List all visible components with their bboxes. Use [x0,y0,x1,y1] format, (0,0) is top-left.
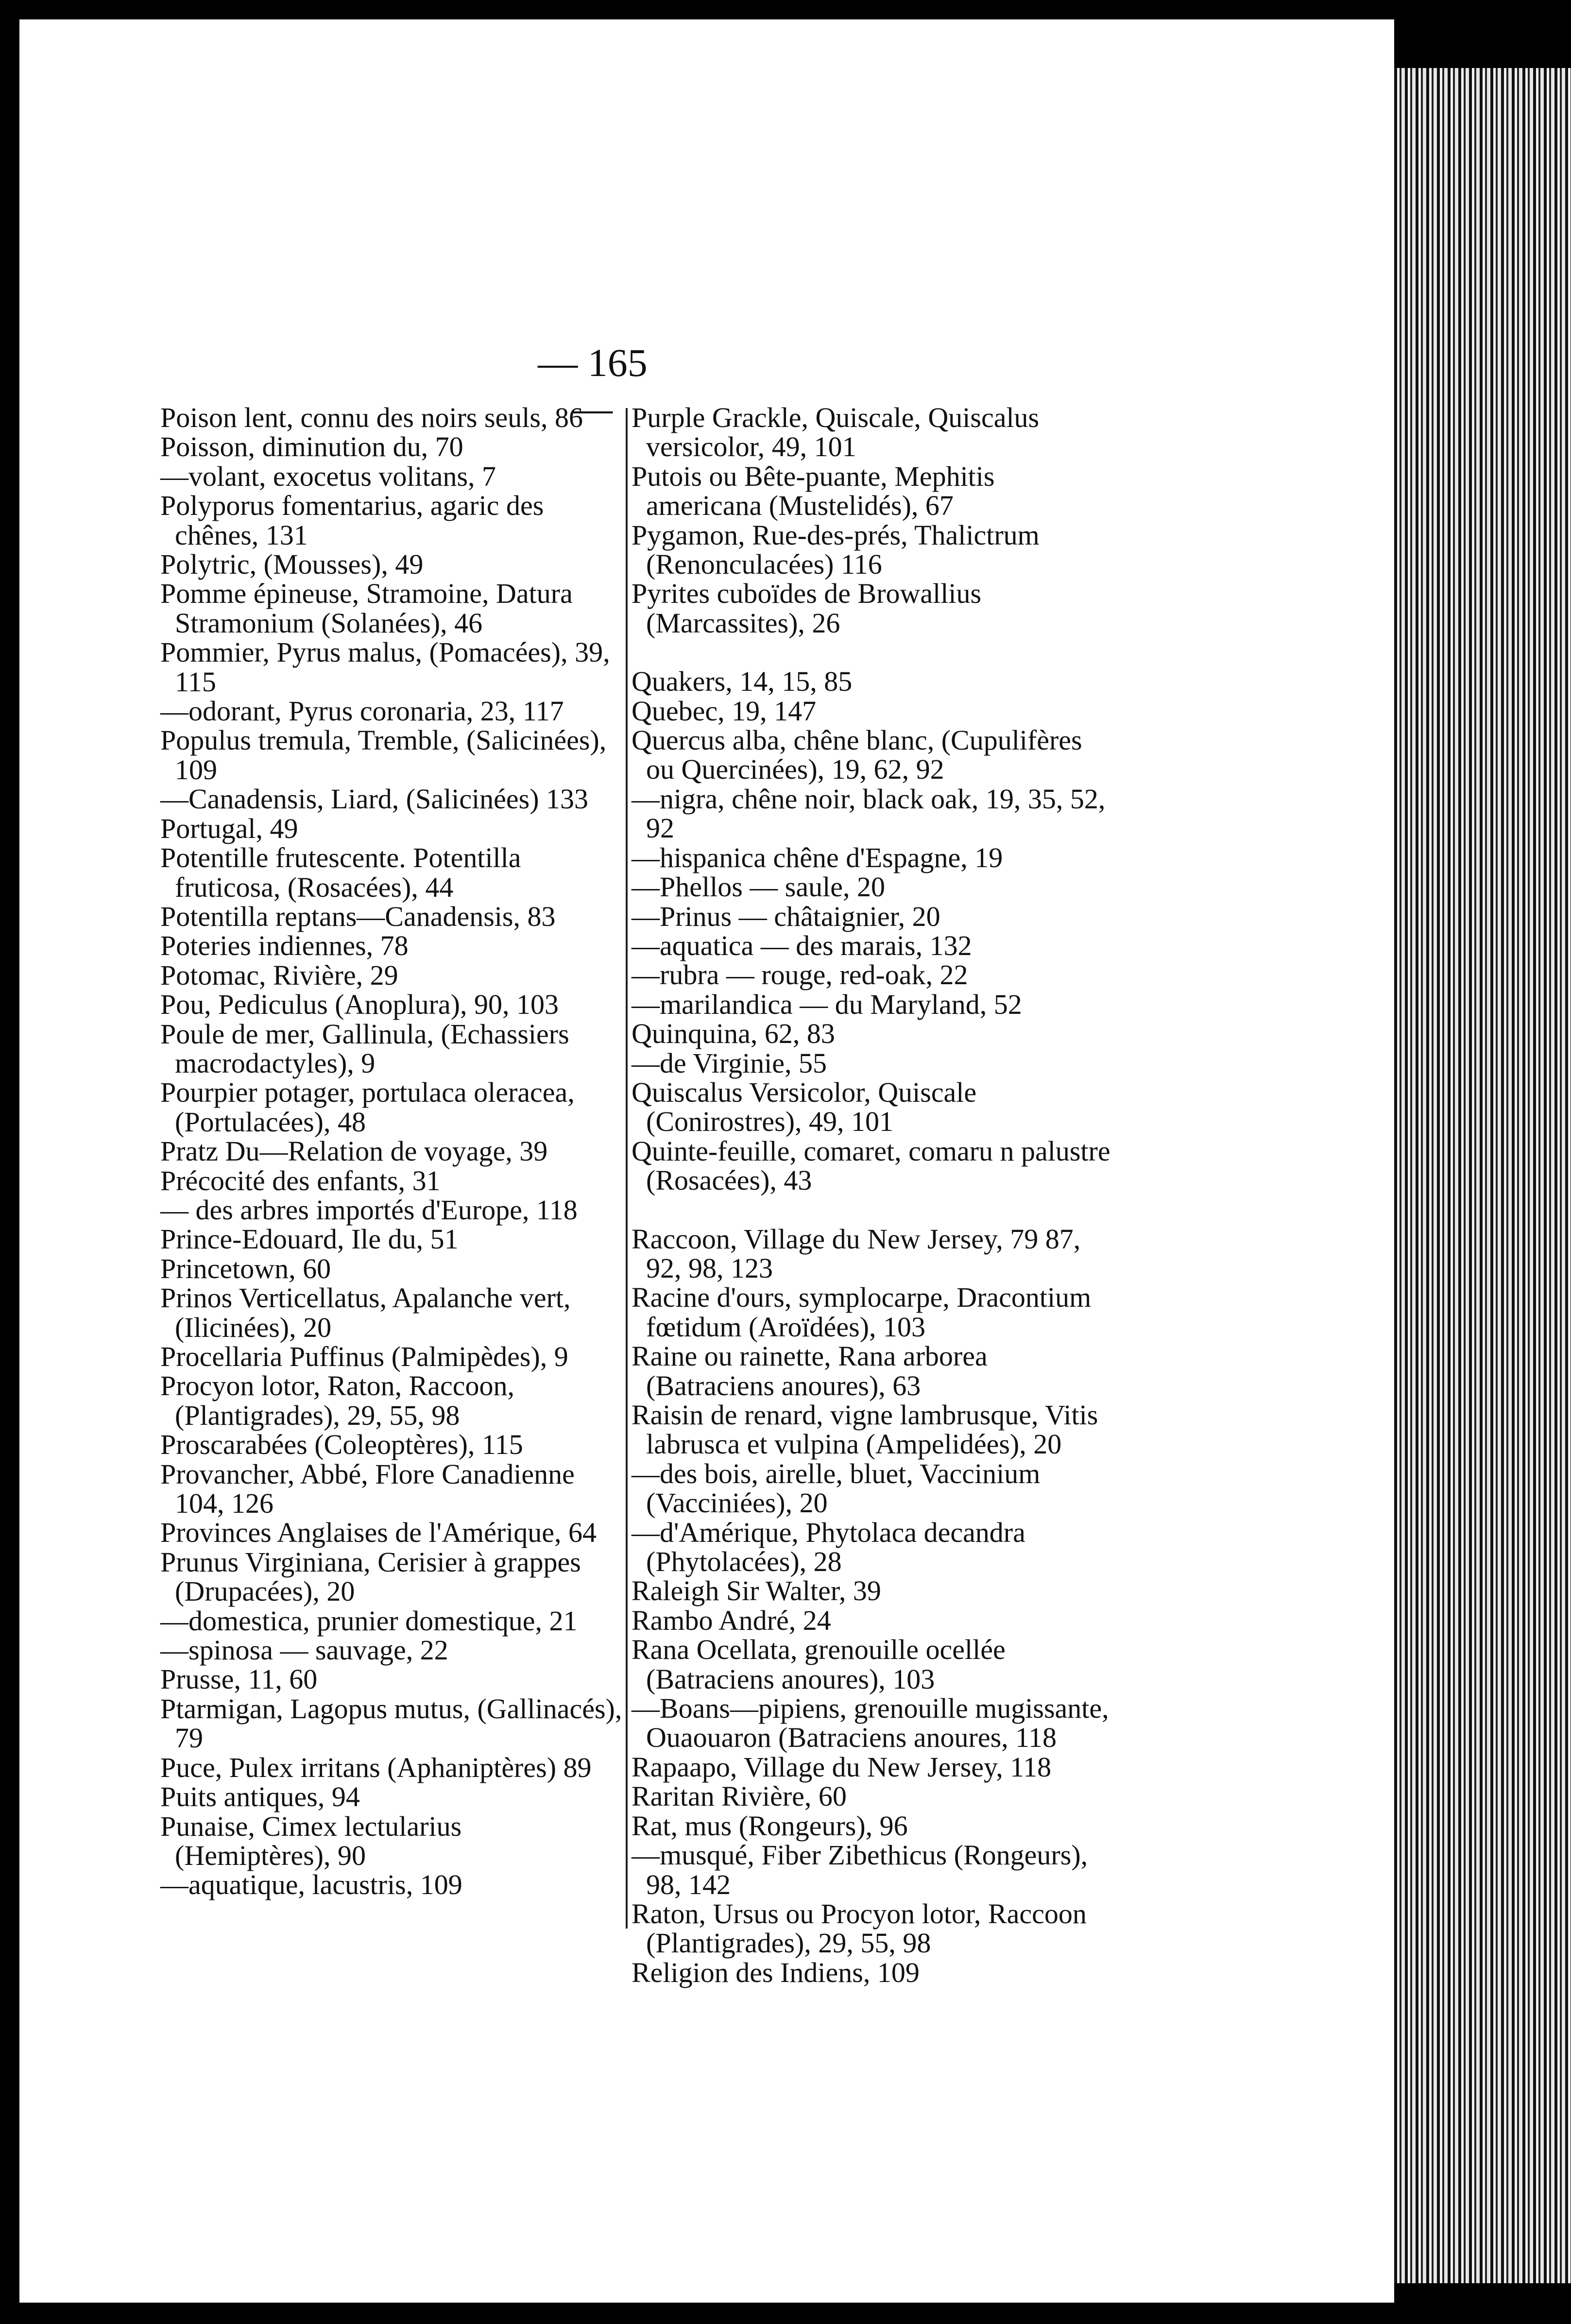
index-entry: Procyon lotor, Raton, Raccoon, (Plantigrades), 29, 55, 98 [160,1370,514,1431]
index-entry: —odorant, Pyrus coronaria, 23, 117 [160,695,564,727]
index-entry: —Phellos — saule, 20 [632,871,885,903]
index-entry: Pratz Du—Relation de voyage, 39 [160,1135,548,1167]
index-entry: Rambo André, 24 [632,1604,831,1636]
index-entry: Prince-Edouard, Ile du, 51 [160,1223,459,1255]
index-entry: Princetown, 60 [160,1252,331,1284]
index-entry: —domestica, prunier domestique, 21 [160,1605,578,1637]
page-number: — 165 — [538,341,648,430]
index-entry: Quakers, 14, 15, 85 [632,666,853,698]
index-entry: Prinos Verticellatus, Apalanche vert, (Ilicinées), 20 [160,1282,571,1343]
index-entry: Quiscalus Versicolor, Quiscale (Conirostres), 49, 101 [632,1076,977,1138]
index-entry: —d'Amérique, Phytolaca decandra (Phytolacées), 28 [632,1516,1025,1578]
index-entry: Potomac, Rivière, 29 [160,959,398,991]
index-entry: Raccoon, Village du New Jersey, 79 87, 92, 98, 123 [632,1223,1081,1284]
index-entry: Quinte-feuille, comaret, comaru n palustre (Rosacées), 43 [632,1135,1110,1196]
page-edge [1394,68,1571,2283]
index-entry: Raton, Ursus ou Procyon lotor, Raccoon (Plantigrades), 29, 55, 98 [632,1897,1087,1959]
index-entry: Quinquina, 62, 83 [632,1018,835,1050]
index-entry: Pomme épineuse, Stramoine, Datura Stramonium (Solanées), 46 [160,578,573,639]
index-entry: Raleigh Sir Walter, 39 [632,1575,881,1607]
index-entry: Racine d'ours, symplocarpe, Dracontium fœtidum (Aroïdées), 103 [632,1282,1092,1343]
index-entry: Provancher, Abbé, Flore Canadienne 104, 126 [160,1458,575,1520]
index-entry: Poule de mer, Gallinula, (Echassiers macrodactyles), 9 [160,1018,569,1079]
index-entry: —aquatique, lacustris, 109 [160,1869,462,1901]
index-entry: —spinosa — sauvage, 22 [160,1634,448,1666]
index-entry: —des bois, airelle, bluet, Vaccinium (Vacciniées), 20 [632,1457,1041,1519]
index-entry: Rapaapo, Village du New Jersey, 118 [632,1751,1052,1783]
index-entry: —nigra, chêne noir, black oak, 19, 35, 52, 92 [632,783,1106,844]
index-entry: Populus tremula, Tremble, (Salicinées), 109 [160,724,607,786]
index-entry: —de Virginie, 55 [632,1047,827,1079]
index-entry: Quercus alba, chêne blanc, (Cupulifères ou Quercinées), 19, 62, 92 [632,724,1082,786]
index-entry: Purple Grackle, Quiscale, Quiscalus versicolor, 49, 101 [632,402,1040,463]
index-entry: Prusse, 11, 60 [160,1663,318,1695]
index-entry: Provinces Anglaises de l'Amérique, 64 [160,1517,597,1549]
index-entry: Pygamon, Rue-des-prés, Thalictrum (Renonculacées) 116 [632,519,1040,581]
index-entry: —Prinus — châtaignier, 20 [632,900,940,932]
index-entry: Pourpier potager, portulaca oleracea, (Portulacées), 48 [160,1077,575,1138]
index-column-left [160,403,624,1900]
index-entry: Polyporus fomentarius, agaric des chênes, 131 [160,490,544,551]
index-entry: Pyrites cuboïdes de Browallius (Marcassites), 26 [632,578,982,639]
index-entry: Poisson, diminution du, 70 [160,431,463,463]
index-entry: Rana Ocellata, grenouille ocellée (Batraciens anoures), 103 [632,1634,1006,1695]
index-entry: Putois ou Bête-puante, Mephitis americana (Mustelidés), 67 [632,460,995,522]
index-entry: Prunus Virginiana, Cerisier à grappes (Drupacées), 20 [160,1546,581,1607]
index-entry: Quebec, 19, 147 [632,695,817,727]
index-entry: Puits antiques, 94 [160,1781,360,1813]
index-entry: —Boans—pipiens, grenouille mugissante, Ouaouaron (Batraciens anoures, 118 [632,1692,1109,1754]
index-entry: —aquatica — des marais, 132 [632,929,972,961]
index-entry: Punaise, Cimex lectularius (Hemiptères), 90 [160,1810,462,1871]
index-entry: Pommier, Pyrus malus, (Pomacées), 39, 115 [160,636,610,698]
index-entry: Poteries indiennes, 78 [160,930,409,962]
index-entry: —rubra — rouge, red-oak, 22 [632,959,968,991]
index-entry: —musqué, Fiber Zibethicus (Rongeurs), 98, 142 [632,1839,1088,1900]
index-entry: Portugal, 49 [160,812,298,844]
index-entry: Puce, Pulex irritans (Aphaniptères) 89 [160,1751,592,1783]
index-entry: Polytric, (Mousses), 49 [160,548,424,581]
index-entry: Potentille frutescente. Potentilla fruticosa, (Rosacées), 44 [160,842,521,903]
index-entry: Précocité des enfants, 31 [160,1164,441,1196]
index-entry: Rat, mus (Rongeurs), 96 [632,1810,908,1842]
index-entry: Raisin de renard, vigne lambrusque, Vitis labrusca et vulpina (Ampelidées), 20 [632,1399,1098,1460]
index-column-right [632,403,1112,1987]
column-divider [626,408,628,1929]
index-entry: —marilandica — du Maryland, 52 [632,988,1022,1020]
index-entry: —Canadensis, Liard, (Salicinées) 133 [160,783,589,815]
index-entry: —hispanica chêne d'Espagne, 19 [632,841,1003,873]
index-entry: Proscarabées (Coleoptères), 115 [160,1429,523,1461]
index-entry: Raine ou rainette, Rana arborea (Batraciens anoures), 63 [632,1340,988,1401]
index-entry: Poison lent, connu des noirs seuls, 86 [160,402,583,433]
index-entry: Religion des Indiens, 109 [632,1956,920,1988]
index-entry: — des arbres importés d'Europe, 118 [160,1194,578,1226]
index-entry: —volant, exocetus volitans, 7 [160,460,496,492]
index-entry: Raritan Rivière, 60 [632,1780,847,1812]
index-entry: Ptarmigan, Lagopus mutus, (Gallinacés), 79 [160,1692,622,1754]
index-entry: Pou, Pediculus (Anoplura), 90, 103 [160,989,559,1021]
index-entry: Potentilla reptans—Canadensis, 83 [160,900,556,932]
index-entry: Procellaria Puffinus (Palmipèdes), 9 [160,1341,568,1372]
